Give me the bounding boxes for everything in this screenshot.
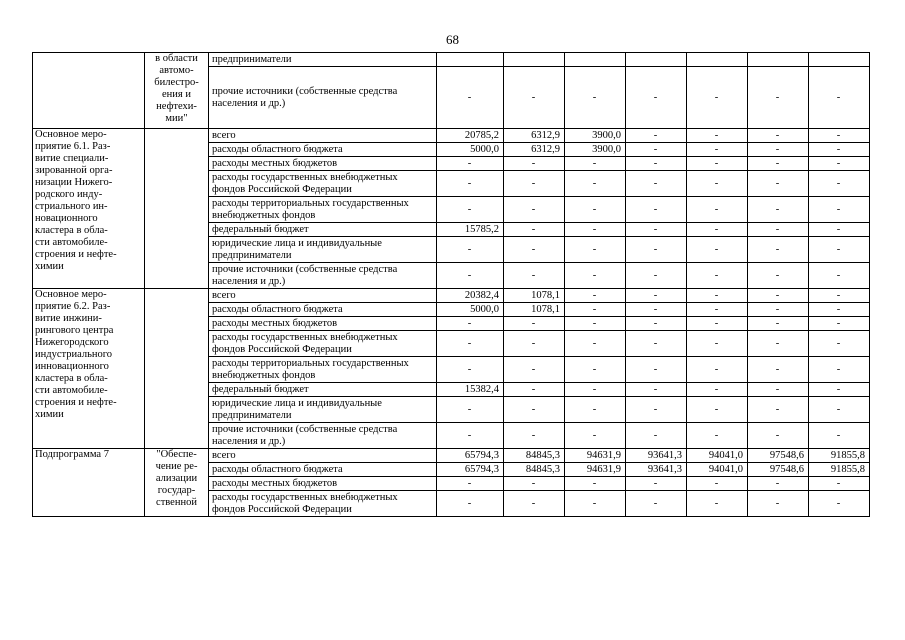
year-value-cell: - [565, 331, 626, 357]
funding-source-cell: расходы местных бюджетов [209, 157, 437, 171]
year-value-cell: - [687, 129, 748, 143]
year-value-cell: - [626, 143, 687, 157]
year-value-cell: - [504, 317, 565, 331]
year-value-cell: - [687, 197, 748, 223]
year-value-cell: - [748, 223, 809, 237]
funding-source-cell: расходы территориальных государственных внебюджетных фондов [209, 197, 437, 223]
year-value-cell: - [437, 157, 504, 171]
year-value-cell: - [565, 423, 626, 449]
year-value-cell: - [437, 477, 504, 491]
year-value-cell: - [687, 331, 748, 357]
year-value-cell: - [687, 477, 748, 491]
year-value-cell: - [748, 331, 809, 357]
year-value-cell [809, 53, 870, 67]
year-value-cell: - [626, 357, 687, 383]
executor-cell: "Обеспе- чение ре- ализации государ- ственной [145, 449, 209, 517]
funding-source-cell: предприниматели [209, 53, 437, 67]
year-value-cell: - [809, 357, 870, 383]
year-value-cell: - [748, 383, 809, 397]
funding-source-cell: прочие источники (собственные средства населения и др.) [209, 67, 437, 129]
year-value-cell: - [565, 317, 626, 331]
year-value-cell: 93641,3 [626, 463, 687, 477]
year-value-cell: - [809, 197, 870, 223]
funding-source-cell: расходы областного бюджета [209, 303, 437, 317]
year-value-cell: - [809, 237, 870, 263]
year-value-cell: - [437, 263, 504, 289]
year-value-cell: - [504, 477, 565, 491]
funding-source-cell: расходы государственных внебюджетных фондов Российской Федерации [209, 331, 437, 357]
year-value-cell: - [437, 357, 504, 383]
year-value-cell: - [809, 491, 870, 517]
funding-source-cell: прочие источники (собственные средства населения и др.) [209, 263, 437, 289]
year-value-cell: 84845,3 [504, 463, 565, 477]
year-value-cell: - [437, 67, 504, 129]
year-value-cell: - [504, 491, 565, 517]
year-value-cell: - [748, 143, 809, 157]
year-value-cell: - [565, 491, 626, 517]
year-value-cell: - [504, 223, 565, 237]
year-value-cell: - [809, 331, 870, 357]
year-value-cell: - [626, 383, 687, 397]
year-value-cell: 94631,9 [565, 449, 626, 463]
year-value-cell: - [748, 317, 809, 331]
year-value-cell: 65794,3 [437, 449, 504, 463]
funding-source-cell: юридические лица и индивидуальные предприниматели [209, 237, 437, 263]
year-value-cell: 20382,4 [437, 289, 504, 303]
year-value-cell: - [687, 263, 748, 289]
table-row [33, 289, 870, 303]
year-value-cell: - [687, 67, 748, 129]
page-number: 68 [446, 32, 459, 47]
table-row [33, 449, 870, 463]
executor-cell [145, 129, 209, 289]
year-value-cell [626, 53, 687, 67]
year-value-cell: - [687, 397, 748, 423]
funding-source-cell: федеральный бюджет [209, 223, 437, 237]
year-value-cell: 5000,0 [437, 143, 504, 157]
year-value-cell: - [565, 289, 626, 303]
year-value-cell: - [809, 383, 870, 397]
year-value-cell: - [809, 129, 870, 143]
year-value-cell: - [748, 477, 809, 491]
year-value-cell [565, 53, 626, 67]
year-value-cell: 1078,1 [504, 303, 565, 317]
year-value-cell: - [809, 477, 870, 491]
year-value-cell: 97548,6 [748, 449, 809, 463]
year-value-cell: - [437, 197, 504, 223]
year-value-cell: - [687, 289, 748, 303]
year-value-cell: - [626, 477, 687, 491]
year-value-cell: - [626, 491, 687, 517]
year-value-cell: 94041,0 [687, 449, 748, 463]
table-row [33, 53, 870, 67]
funding-source-cell: расходы областного бюджета [209, 463, 437, 477]
year-value-cell: - [809, 423, 870, 449]
year-value-cell: - [437, 317, 504, 331]
funding-source-cell: всего [209, 449, 437, 463]
year-value-cell: 93641,3 [626, 449, 687, 463]
year-value-cell: - [626, 197, 687, 223]
year-value-cell: - [437, 491, 504, 517]
year-value-cell: - [748, 157, 809, 171]
table-row [33, 129, 870, 143]
year-value-cell: - [748, 491, 809, 517]
year-value-cell: - [626, 397, 687, 423]
year-value-cell: 15382,4 [437, 383, 504, 397]
year-value-cell: - [626, 317, 687, 331]
year-value-cell: - [748, 423, 809, 449]
year-value-cell: - [565, 67, 626, 129]
year-value-cell [504, 53, 565, 67]
year-value-cell: - [748, 129, 809, 143]
year-value-cell: 15785,2 [437, 223, 504, 237]
year-value-cell: - [565, 157, 626, 171]
year-value-cell: - [809, 303, 870, 317]
year-value-cell: - [748, 67, 809, 129]
year-value-cell: - [748, 237, 809, 263]
year-value-cell: 94041,0 [687, 463, 748, 477]
year-value-cell: - [626, 331, 687, 357]
year-value-cell: - [687, 423, 748, 449]
year-value-cell: - [809, 397, 870, 423]
year-value-cell: 65794,3 [437, 463, 504, 477]
year-value-cell: - [626, 67, 687, 129]
year-value-cell: - [565, 303, 626, 317]
funding-source-cell: расходы местных бюджетов [209, 477, 437, 491]
year-value-cell: - [504, 157, 565, 171]
year-value-cell [748, 53, 809, 67]
year-value-cell: - [626, 289, 687, 303]
year-value-cell: - [504, 357, 565, 383]
year-value-cell: - [565, 397, 626, 423]
year-value-cell: - [687, 317, 748, 331]
year-value-cell: - [809, 171, 870, 197]
year-value-cell: - [565, 383, 626, 397]
year-value-cell: - [504, 263, 565, 289]
year-value-cell: 5000,0 [437, 303, 504, 317]
year-value-cell: - [687, 491, 748, 517]
activity-name-cell: Основное меро- приятие 6.2. Раз- витие инжини- рингового центра Нижегородского индустриального инновационного кластера в обла- сти автомобиле- строения и нефте- химии [33, 289, 145, 449]
year-value-cell [687, 53, 748, 67]
year-value-cell: 20785,2 [437, 129, 504, 143]
year-value-cell: 97548,6 [748, 463, 809, 477]
year-value-cell: - [565, 171, 626, 197]
year-value-cell: - [437, 237, 504, 263]
funding-source-cell: расходы территориальных государственных внебюджетных фондов [209, 357, 437, 383]
year-value-cell: - [626, 157, 687, 171]
year-value-cell: - [748, 289, 809, 303]
funding-source-cell: всего [209, 129, 437, 143]
funding-source-cell: юридические лица и индивидуальные предприниматели [209, 397, 437, 423]
year-value-cell: - [504, 237, 565, 263]
activity-name-cell: Основное меро- приятие 6.1. Раз- витие специали- зированной орга- низации Нижего- родского инду- стриального ин- новационного кластера в обла- сти автомобиле- строения и нефте- химии [33, 129, 145, 289]
executor-cell [145, 289, 209, 449]
year-value-cell: - [504, 423, 565, 449]
funding-source-cell: всего [209, 289, 437, 303]
year-value-cell: - [809, 67, 870, 129]
year-value-cell: - [809, 157, 870, 171]
year-value-cell: - [687, 383, 748, 397]
year-value-cell: - [565, 477, 626, 491]
year-value-cell: - [626, 237, 687, 263]
budget-table [32, 52, 870, 517]
year-value-cell: - [437, 397, 504, 423]
executor-cell: в области автомо- билестро- ения и нефтехи- мии" [145, 53, 209, 129]
year-value-cell: - [626, 171, 687, 197]
year-value-cell: 91855,8 [809, 463, 870, 477]
year-value-cell: - [626, 263, 687, 289]
year-value-cell: - [687, 171, 748, 197]
funding-source-cell: расходы государственных внебюджетных фондов Российской Федерации [209, 491, 437, 517]
year-value-cell: - [748, 263, 809, 289]
year-value-cell: - [565, 237, 626, 263]
year-value-cell: 1078,1 [504, 289, 565, 303]
year-value-cell: - [565, 197, 626, 223]
year-value-cell: - [809, 223, 870, 237]
year-value-cell: - [565, 357, 626, 383]
year-value-cell: - [437, 423, 504, 449]
year-value-cell: - [565, 223, 626, 237]
year-value-cell: - [437, 171, 504, 197]
year-value-cell: - [504, 67, 565, 129]
year-value-cell: - [437, 331, 504, 357]
year-value-cell: - [626, 303, 687, 317]
year-value-cell: - [687, 223, 748, 237]
year-value-cell: - [687, 237, 748, 263]
year-value-cell: - [809, 143, 870, 157]
year-value-cell: - [687, 303, 748, 317]
year-value-cell: 3900,0 [565, 129, 626, 143]
funding-source-cell: прочие источники (собственные средства населения и др.) [209, 423, 437, 449]
year-value-cell: - [504, 383, 565, 397]
year-value-cell: - [687, 143, 748, 157]
year-value-cell: - [504, 197, 565, 223]
year-value-cell: - [687, 357, 748, 383]
year-value-cell: - [748, 397, 809, 423]
year-value-cell: - [748, 303, 809, 317]
funding-source-cell: федеральный бюджет [209, 383, 437, 397]
funding-source-cell: расходы областного бюджета [209, 143, 437, 157]
funding-source-cell: расходы государственных внебюджетных фондов Российской Федерации [209, 171, 437, 197]
activity-name-cell: Подпрограмма 7 [33, 449, 145, 517]
year-value-cell: - [809, 263, 870, 289]
year-value-cell: 84845,3 [504, 449, 565, 463]
year-value-cell: - [748, 171, 809, 197]
year-value-cell: - [748, 197, 809, 223]
year-value-cell: 94631,9 [565, 463, 626, 477]
year-value-cell: 6312,9 [504, 129, 565, 143]
year-value-cell: 91855,8 [809, 449, 870, 463]
year-value-cell: - [565, 263, 626, 289]
year-value-cell: - [504, 397, 565, 423]
year-value-cell: - [687, 157, 748, 171]
funding-source-cell: расходы местных бюджетов [209, 317, 437, 331]
year-value-cell: - [504, 331, 565, 357]
year-value-cell: - [626, 223, 687, 237]
year-value-cell [437, 53, 504, 67]
year-value-cell: 6312,9 [504, 143, 565, 157]
year-value-cell: - [504, 171, 565, 197]
year-value-cell: - [809, 317, 870, 331]
year-value-cell: - [748, 357, 809, 383]
activity-name-cell [33, 53, 145, 129]
year-value-cell: - [809, 289, 870, 303]
year-value-cell: 3900,0 [565, 143, 626, 157]
year-value-cell: - [626, 423, 687, 449]
year-value-cell: - [626, 129, 687, 143]
